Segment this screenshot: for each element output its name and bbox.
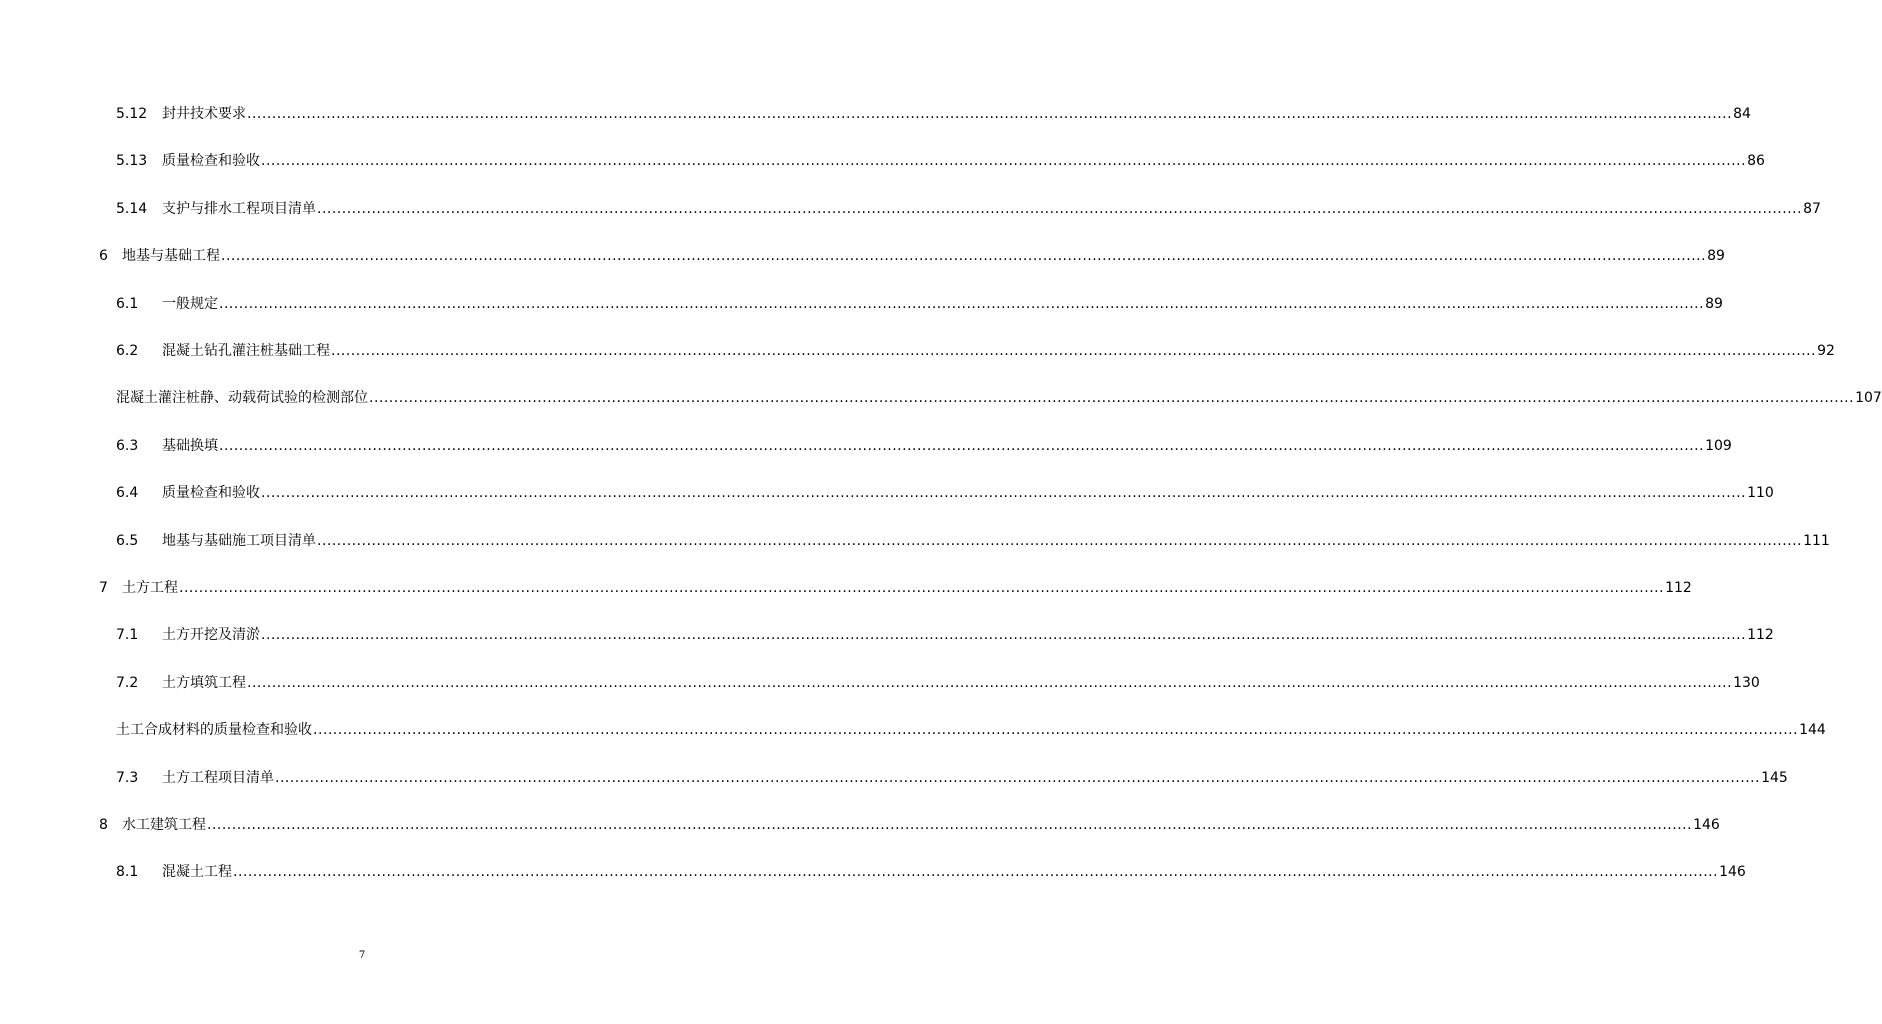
toc-entry-page: 107: [1855, 390, 1882, 407]
toc-entry[interactable]: [116, 198, 1821, 220]
toc-entry-number: 7.2: [116, 674, 139, 691]
toc-entry-number: 5.14: [116, 200, 148, 217]
toc-entry-title: 基础换填: [162, 437, 218, 454]
toc-entry-title: 土方工程项目清单: [162, 769, 274, 786]
toc-dot-leader: ............................................................................................................................................................................................................................................................................................................: [313, 722, 1799, 739]
toc-dot-leader: ............................................................................................................................................................................................................................................................................................................: [275, 769, 1761, 786]
toc-entry-number: 7.3: [116, 769, 139, 786]
toc-dot-leader: ............................................................................................................................................................................................................................................................................................................: [233, 864, 1719, 881]
toc-entry-page: 87: [1803, 200, 1821, 217]
toc-entry-title: 地基与基础工程: [122, 248, 220, 265]
toc-entry-page: 84: [1733, 106, 1751, 122]
toc-dot-leader: ............................................................................................................................................................................................................................................................................................................: [261, 485, 1747, 502]
toc-entry-title: 地基与基础施工项目清单: [162, 532, 316, 549]
toc-entry-number: 5.13: [116, 153, 148, 170]
toc-entry[interactable]: [116, 103, 1751, 125]
toc-entry[interactable]: [116, 340, 1835, 362]
toc-entry-number: 6: [99, 248, 108, 265]
toc-entry[interactable]: [99, 245, 1725, 267]
toc-entry-number: 7.1: [116, 627, 139, 644]
toc-dot-leader: ............................................................................................................................................................................................................................................................................................................: [247, 106, 1733, 122]
toc-entry-page: 112: [1665, 580, 1692, 596]
toc-dot-leader: ............................................................................................................................................................................................................................................................................................................: [261, 627, 1747, 644]
toc-dot-leader: ............................................................................................................................................................................................................................................................................................................: [369, 390, 1855, 407]
toc-dot-leader: ............................................................................................................................................................................................................................................................................................................: [207, 817, 1693, 833]
toc-dot-leader: ............................................................................................................................................................................................................................................................................................................: [221, 248, 1707, 265]
toc-entry-page: 86: [1747, 153, 1765, 170]
toc-entry[interactable]: [116, 672, 1760, 694]
toc-entry[interactable]: [116, 767, 1788, 789]
toc-entry-title: 土方开挖及清淤: [162, 627, 260, 644]
toc-entry-number: 7: [99, 580, 108, 596]
toc-entry-page: 92: [1817, 343, 1835, 359]
toc-dot-leader: ............................................................................................................................................................................................................................................................................................................: [317, 200, 1803, 217]
toc-dot-leader: ............................................................................................................................................................................................................................................................................................................: [261, 153, 1747, 170]
toc-dot-leader: ............................................................................................................................................................................................................................................................................................................: [219, 295, 1705, 312]
toc-entry-page: 89: [1707, 248, 1725, 265]
page-number: 7: [358, 950, 366, 961]
toc-entry-title: 混凝土钻孔灌注桩基础工程: [162, 343, 330, 359]
toc-entry-title: 水工建筑工程: [122, 817, 206, 833]
toc-entry-number: 5.12: [116, 106, 148, 122]
toc-entry[interactable]: [99, 814, 1720, 836]
toc-entry-title: 土方填筑工程: [162, 674, 246, 691]
toc-entry-page: 109: [1705, 437, 1732, 454]
toc-entry-page: 110: [1747, 485, 1774, 502]
toc-entry-number: 8: [99, 817, 108, 833]
toc-dot-leader: ............................................................................................................................................................................................................................................................................................................: [331, 343, 1817, 359]
toc-entry-number: 6.5: [116, 532, 139, 549]
toc-entry-page: 144: [1799, 722, 1826, 739]
toc-entry[interactable]: [116, 530, 1830, 552]
toc-entry-page: 130: [1733, 674, 1760, 691]
toc-entry-number: 8.1: [116, 864, 139, 881]
toc-dot-leader: ............................................................................................................................................................................................................................................................................................................: [247, 674, 1733, 691]
toc-entry[interactable]: [116, 387, 1882, 409]
toc-entry[interactable]: [116, 293, 1723, 315]
toc-entry-number: 6.1: [116, 295, 139, 312]
toc-entry-page: 111: [1803, 532, 1830, 549]
toc-entry[interactable]: [116, 719, 1826, 741]
toc-entry-number: 6.2: [116, 343, 139, 359]
toc-entry-title: 混凝土灌注桩静、动载荷试验的检测部位: [116, 390, 368, 407]
toc-entry-page: 112: [1747, 627, 1774, 644]
toc-entry-title: 一般规定: [162, 295, 218, 312]
toc-dot-leader: ............................................................................................................................................................................................................................................................................................................: [179, 580, 1665, 596]
toc-entry[interactable]: [116, 482, 1774, 504]
toc-dot-leader: ............................................................................................................................................................................................................................................................................................................: [317, 532, 1803, 549]
toc-entry-page: 89: [1705, 295, 1723, 312]
toc-entry[interactable]: [99, 577, 1692, 599]
toc-entry-number: 6.3: [116, 437, 139, 454]
toc-entry-title: 支护与排水工程项目清单: [162, 200, 316, 217]
toc-entry-title: 质量检查和验收: [162, 153, 260, 170]
toc-entry[interactable]: [116, 435, 1732, 457]
toc-entry-title: 质量检查和验收: [162, 485, 260, 502]
toc-dot-leader: ............................................................................................................................................................................................................................................................................................................: [219, 437, 1705, 454]
toc-entry-title: 混凝土工程: [162, 864, 232, 881]
toc-entry[interactable]: [116, 861, 1746, 883]
toc-entry[interactable]: [116, 624, 1774, 646]
toc-entry-page: 146: [1693, 817, 1720, 833]
toc-entry-title: 封井技术要求: [162, 106, 246, 122]
toc-entry-number: 6.4: [116, 485, 139, 502]
toc-entry-page: 146: [1719, 864, 1746, 881]
toc-entry-title: 土工合成材料的质量检查和验收: [116, 722, 312, 739]
toc-entry-page: 145: [1761, 769, 1788, 786]
toc-entry[interactable]: [116, 150, 1765, 172]
toc-entry-title: 土方工程: [122, 580, 178, 596]
